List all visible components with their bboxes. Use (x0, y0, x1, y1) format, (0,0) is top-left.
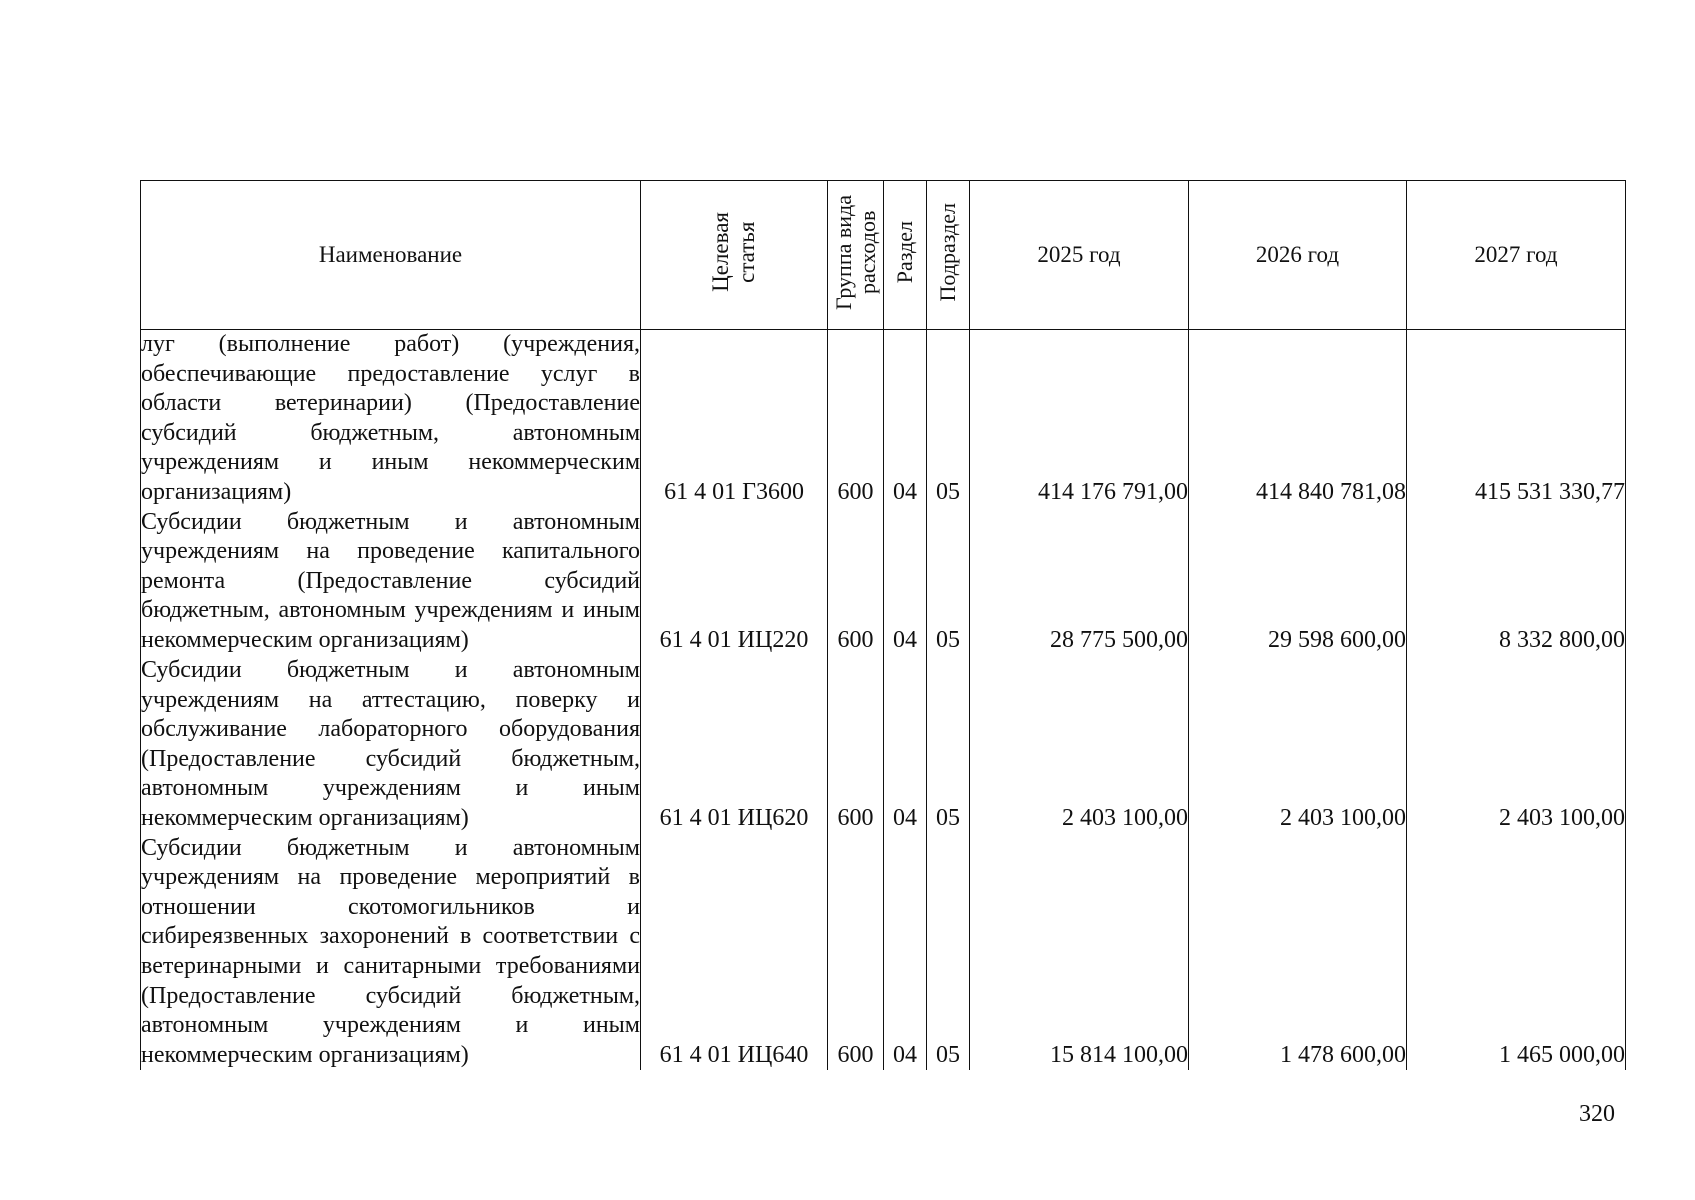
row-name: Субсидии бюджетным и автономным учреждениям на аттестацию, поверку и обслуживание лабораторного оборудования (Предоставление субсидий бюджетным, автономным учреждениям и иным некоммерческим организациям) (141, 656, 641, 834)
row-2026: 2 403 100,00 (1189, 656, 1407, 834)
row-name: Субсидии бюджетным и автономным учреждениям на проведение мероприятий в отношении скотомогильников и сибиреязвенных захоронений в соответствии с ветеринарными и санитарными требованиями (Предоставление субсидий бюджетным, автономным учреждениям и иным некоммерческим организациям) (141, 834, 641, 1071)
header-2025: 2025 год (970, 181, 1189, 330)
row-code: 61 4 01 Г3600 (641, 330, 828, 508)
row-subsection: 05 (927, 656, 970, 834)
header-2027: 2027 год (1407, 181, 1626, 330)
row-subsection: 05 (927, 330, 970, 508)
row-section: 04 (884, 330, 927, 508)
row-group: 600 (828, 656, 884, 834)
row-2025: 28 775 500,00 (970, 508, 1189, 656)
row-2027: 1 465 000,00 (1407, 834, 1626, 1071)
row-group: 600 (828, 834, 884, 1071)
header-2026: 2026 год (1189, 181, 1407, 330)
table-row (141, 330, 1626, 508)
row-2027: 415 531 330,77 (1407, 330, 1626, 508)
row-section: 04 (884, 508, 927, 656)
row-2026: 414 840 781,08 (1189, 330, 1407, 508)
table-row (141, 656, 1626, 834)
row-2025: 15 814 100,00 (970, 834, 1189, 1071)
table-row (141, 834, 1626, 1071)
row-2026: 29 598 600,00 (1189, 508, 1407, 656)
header-section (884, 181, 927, 330)
row-name: луг (выполнение работ) (учреждения, обеспечивающие предоставление услуг в области ветеринарии) (Предоставление субсидий бюджетным, автономным учреждениям и иным некоммерческим организациям) (141, 330, 641, 508)
header-target-article-text: Целевая статья (708, 212, 759, 292)
row-code: 61 4 01 ИЦ620 (641, 656, 828, 834)
row-code: 61 4 01 ИЦ220 (641, 508, 828, 656)
header-expense-group (828, 181, 884, 330)
row-2026: 1 478 600,00 (1189, 834, 1407, 1071)
page-number: 320 (1579, 1101, 1615, 1127)
row-2027: 2 403 100,00 (1407, 656, 1626, 834)
table-row (141, 508, 1626, 656)
row-2025: 414 176 791,00 (970, 330, 1189, 508)
budget-table (140, 180, 1626, 1070)
table-header (141, 181, 1626, 330)
row-2025: 2 403 100,00 (970, 656, 1189, 834)
row-name: Субсидии бюджетным и автономным учреждениям на проведение капитального ремонта (Предоставление субсидий бюджетным, автономным учреждениям и иным некоммерческим организациям) (141, 508, 641, 656)
row-section: 04 (884, 656, 927, 834)
row-subsection: 05 (927, 834, 970, 1071)
row-2027: 8 332 800,00 (1407, 508, 1626, 656)
header-section-text: Раздел (892, 220, 917, 284)
header-subsection (927, 181, 970, 330)
header-expense-group-text: Группа вида расходов (830, 194, 880, 310)
header-subsection-text: Подраздел (935, 202, 960, 302)
row-subsection: 05 (927, 508, 970, 656)
row-group: 600 (828, 508, 884, 656)
table-body (141, 330, 1626, 1071)
header-name: Наименование (141, 181, 641, 330)
header-target-article (641, 181, 828, 330)
row-section: 04 (884, 834, 927, 1071)
row-code: 61 4 01 ИЦ640 (641, 834, 828, 1071)
row-group: 600 (828, 330, 884, 508)
